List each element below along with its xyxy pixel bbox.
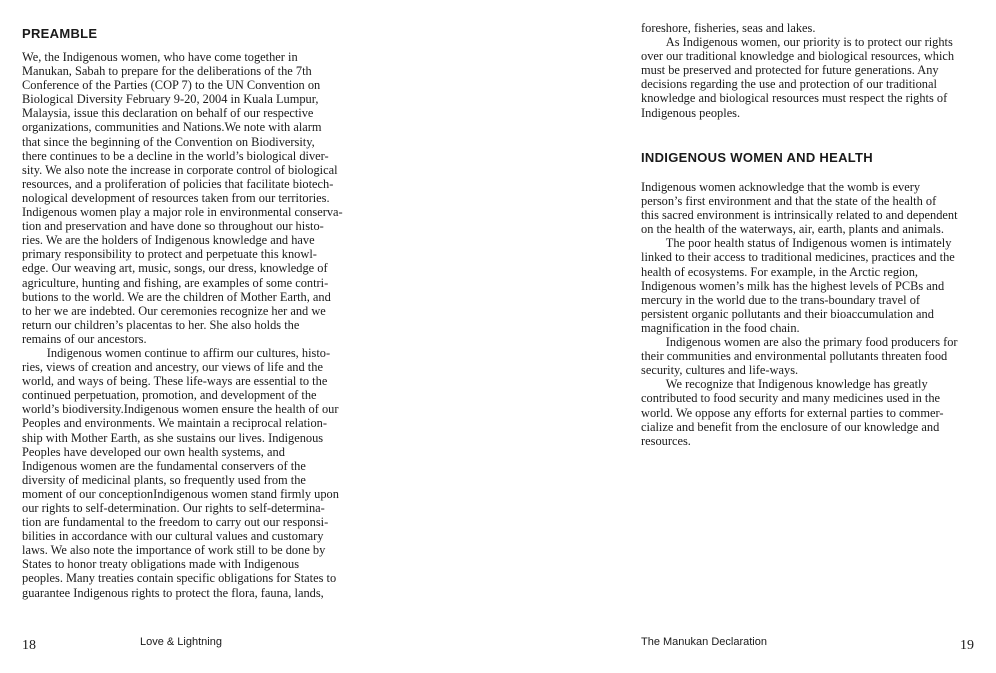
text-line: butions to the world. We are the children of Mother Earth, and (22, 289, 331, 304)
right-page-number: 19 (960, 638, 974, 653)
text-line: Indigenous women continue to affirm our cultures, histo- (22, 345, 331, 360)
text-line: health of ecosystems. For example, in the Arctic region, (641, 264, 918, 279)
text-line: Indigenous women are the fundamental conservers of the (22, 458, 306, 473)
text-line: security, cultures and life-ways. (641, 363, 799, 378)
text-line: resources, and a proliferation of policies that facilitate biotech- (22, 176, 334, 191)
text-line: mercury in the world due to the trans-boundary travel of (641, 292, 921, 307)
preamble-heading: PREAMBLE (22, 26, 98, 41)
text-line: our rights to self-determination. Our rights to self-determina- (22, 501, 325, 515)
text-line: nological development of resources taken from our territories. (22, 190, 330, 205)
right-running-title: The Manukan Declaration (641, 636, 767, 648)
text-line: Indigenous women are also the primary food producers for (641, 335, 958, 350)
text-line: persistent organic pollutants and their bioaccumulation and (641, 306, 934, 321)
text-line: peoples. Many treaties contain specific obligations for States to (22, 571, 337, 586)
preamble-continued-body (641, 21, 981, 120)
text-line: to her we are indebted. Our ceremonies recognize her and we (22, 303, 326, 318)
text-line: world. We oppose any efforts for external parties to commer- (641, 405, 944, 420)
text-line: organizations, communities and Nations.We note with alarm (22, 120, 322, 135)
text-line: Conference of the Parties (COP 7) to the UN Convention on (22, 78, 321, 93)
text-line: We recognize that Indigenous knowledge has greatly (641, 377, 928, 392)
health-heading: INDIGENOUS WOMEN AND HEALTH (641, 150, 873, 165)
text-line: edge. Our weaving art, music, songs, our dress, knowledge of (22, 261, 328, 276)
text-line: ship with Mother Earth, as she sustains our lives. Indigenous (22, 430, 324, 445)
health-body (641, 180, 981, 448)
text-line: Biological Diversity February 9-20, 2004 in Kuala Lumpur, (22, 92, 319, 107)
text-line: Indigenous women’s milk has the highest levels of PCBs and (641, 278, 945, 293)
text-line: person’s first environment and that the state of the health of (641, 194, 937, 209)
text-line: foreshore, fisheries, seas and lakes. (641, 21, 816, 35)
text-line: guarantee Indigenous rights to protect the flora, fauna, lands, (22, 585, 324, 600)
text-line: Malaysia, issue this declaration on behalf of our respective (22, 106, 314, 121)
text-line: ries. We are the holders of Indigenous knowledge and have (22, 233, 315, 248)
text-line: We, the Indigenous women, who have come together in (22, 50, 298, 64)
text-line: remains of our ancestors. (22, 331, 147, 346)
preamble-body (22, 50, 362, 600)
text-line: linked to their access to traditional medicines, practices and the (641, 250, 955, 265)
text-line: knowledge and biological resources must respect the rights of (641, 91, 948, 106)
text-line: decisions regarding the use and protection of our traditional (641, 77, 937, 92)
text-line: As Indigenous women, our priority is to protect our rights (641, 35, 953, 50)
text-line: tion and preservation and have done so throughout our histo- (22, 219, 324, 234)
text-line: cialize and benefit from the enclosure of our knowledge and (641, 419, 940, 434)
text-line: there continues to be a decline in the world’s biological diver- (22, 148, 329, 163)
text-line: Peoples have developed our own health systems, and (22, 444, 285, 459)
text-line: Peoples and environments. We maintain a reciprocal relation- (22, 416, 327, 431)
text-line: agriculture, hunting and fishing, are examples of some contri- (22, 275, 329, 290)
text-line: The poor health status of Indigenous women is intimately (641, 236, 952, 251)
text-line: primary responsibility to protect and perpetuate this knowl- (22, 247, 317, 262)
text-line: this sacred environment is intrinsically related to and dependent (641, 208, 958, 223)
text-line: tion are fundamental to the freedom to carry out our responsi- (22, 515, 329, 530)
text-line: their communities and environmental pollutants threaten food (641, 349, 948, 364)
text-line: Indigenous women play a major role in environmental conserva- (22, 205, 343, 220)
text-line: Indigenous peoples. (641, 105, 741, 120)
text-line: Manukan, Sabah to prepare for the deliberations of the 7th (22, 64, 312, 79)
right-page (498, 0, 996, 673)
text-line: on the health of the waterways, air, earth, plants and animals. (641, 222, 944, 237)
left-page-number: 18 (22, 638, 36, 653)
text-line: laws. We also note the importance of work still to be done by (22, 543, 326, 558)
text-line: that since the beginning of the Convention on Biodiversity, (22, 134, 315, 149)
left-running-title: Love & Lightning (140, 636, 222, 648)
text-line: magnification in the food chain. (641, 320, 800, 335)
text-line: States to honor treaty obligations made with Indigenous (22, 557, 300, 572)
text-line: return our children’s placentas to her. She also holds the (22, 317, 300, 332)
text-line: moment of our conceptionIndigenous women stand firmly upon (22, 486, 339, 501)
text-line: must be preserved and protected for future generations. Any (641, 63, 939, 78)
text-line: world’s biodiversity.Indigenous women ensure the health of our (22, 402, 339, 417)
text-line: sity. We also note the increase in corporate control of biological (22, 162, 338, 177)
text-line: ries, views of creation and ancestry, our views of life and the (22, 360, 323, 375)
text-line: Indigenous women acknowledge that the womb is every (641, 180, 921, 194)
text-line: contributed to food security and many medicines used in the (641, 391, 941, 406)
text-line: resources. (641, 433, 691, 448)
text-line: continued perpetuation, promotion, and development of the (22, 388, 317, 403)
text-line: diversity of medicinal plants, so frequently used from the (22, 472, 306, 487)
text-line: bilities in accordance with our cultural values and customary (22, 529, 324, 544)
text-line: world, and ways of being. These life-ways are essential to the (22, 374, 328, 389)
text-line: over our traditional knowledge and biological resources, which (641, 49, 955, 64)
